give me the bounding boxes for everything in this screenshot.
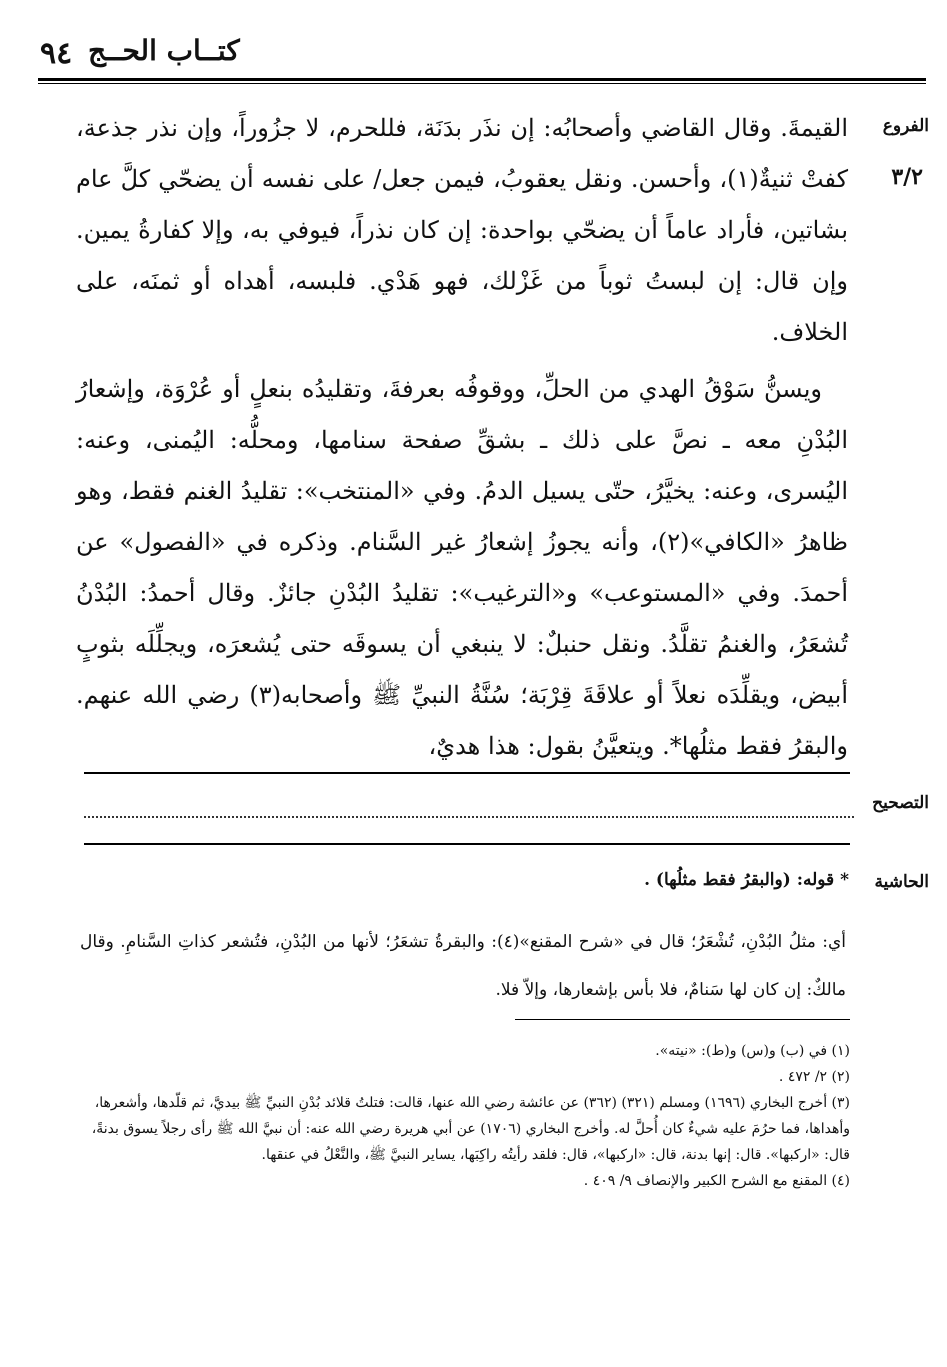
hashiya-heading: * قوله: (والبقرُ فقط مثلُها) .: [644, 870, 849, 890]
main-text-block: [76, 103, 848, 772]
page-number: ٩٤: [40, 36, 73, 71]
footnote-3: (٣) أخرج البخاري (١٦٩٦) ومسلم (٣٢١) (٣٦٢) عن عائشة رضي الله عنها، قالت: فتلتُ قلائد بُدْنِ النبيِّ ﷺ بيديَّ، ثم قلّدها، وأشعرها، وأهداها، فما حرُمَ عليه شيءٌ كان أُحلَّ له. وأخرج البخاري (١٧٠٦) عن أبي هريرة رضي الله عنه: أن نبيَّ الله ﷺ رأى رجلاً يسوق بدنةً، قال: «اركبها». قال: إنها بدنة، قال: «اركبها»، قال: فلقد رأيتُه راكِبَها، يساير النبيَّ ﷺ، والنَّعْلُ في عنقها.: [91, 1095, 850, 1163]
main-paragraph-2: ويسنُّ سَوْقُ الهدي من الحلِّ، ووقوفُه بعرفةَ، وتقليدُه بنعلٍ أو عُرْوَة، وإشعارُ البُدْنِ معه ـ نصَّ على ذلك ـ بشقِّ صفحة سنامها، ومحلُّه: اليُمنى، وعنه: اليُسرى، وعنه: يخيَّرُ، حتّى يسيل الدمُ. وفي «المنتخب»: تقليدُ الغنم فقط، وهو ظاهرُ «الكافي»(٢)، وأنه يجوزُ إشعارُ غير السَّنام. وذكره في «الفصول» عن أحمدَ. وفي «المستوعب» و«الترغيب»: تقليدُ البُدْنِ جائزٌ. وقال أحمدُ: البُدْنُ تُشعَرُ، والغنمُ تقلَّدُ. ونقل حنبلٌ: لا ينبغي أن يسوقَه حتى يُشعرَه، ويجلِّلَه بثوبٍ أبيض، ويقلِّدَه نعلاً أو علاقَةَ قِرْبَة؛ سُنَّةُ النبيِّ ﷺ وأصحابه(٣) رضي الله عنهم. والبقرُ فقط مثلُها*. ويتعيَّنُ بقول: هذا هديٌ،: [76, 375, 848, 760]
footnote-4: (٤) المقنع مع الشرح الكبير والإنصاف ٩/ ٤٠٩ .: [583, 1173, 850, 1189]
header-rule-top: [38, 78, 926, 81]
header-rule-bottom: [38, 83, 926, 84]
main-separator: [84, 772, 850, 774]
footnote-rule: [515, 1019, 850, 1020]
main-paragraph-1: القيمةَ. وقال القاضي وأصحابُه: إن نذَر بدَنَة، فللحرم، لا جزُوراً، وإن نذر جذعة، كفتْ ثنيةٌ(١)، وأحسن. ونقل يعقوبُ، فيمن جعل/ على نفسه أن يضحّي كلَّ عام بشاتين، فأراد عاماً أن يضحّي بواحدة: إن كان نذراً، فيوفي به، وإلا كفارةُ يمين. وإن قال: إن لبستُ ثوباً من غَزْلك، فهو هَدْي. فلبسه، أهداه أو ثمنَه، على الخلاف.: [76, 114, 849, 346]
furu-label: الفروع: [882, 116, 929, 136]
book-title: كتــاب الحــج: [88, 34, 240, 67]
footnote-1: (١) في (ب) و(س) و(ط): «نيته».: [655, 1043, 850, 1059]
hashiya-text: أي: مثلُ البُدْنِ، تُشْعَرُ؛ قال في «شرح المقنع»(٤): والبقرةُ تشعَرُ؛ لأنها من البُدْنِ، فتُشعر كذاتِ السَّنامِ. وقال مالكٌ: إن كان لها سَنامٌ، فلا بأس بإشعارها، وإلاّ فلا.: [80, 932, 847, 1000]
volume-page-ref: ٣/٢: [891, 164, 923, 190]
footnotes: [70, 1038, 850, 1194]
footnote-2: (٢) ٢/ ٤٧٢ .: [778, 1069, 850, 1085]
hashiya-label: الحاشية: [874, 872, 929, 892]
correction-dotted-line: [84, 816, 854, 818]
correction-label: التصحيح: [872, 793, 929, 813]
correction-separator: [84, 843, 850, 845]
